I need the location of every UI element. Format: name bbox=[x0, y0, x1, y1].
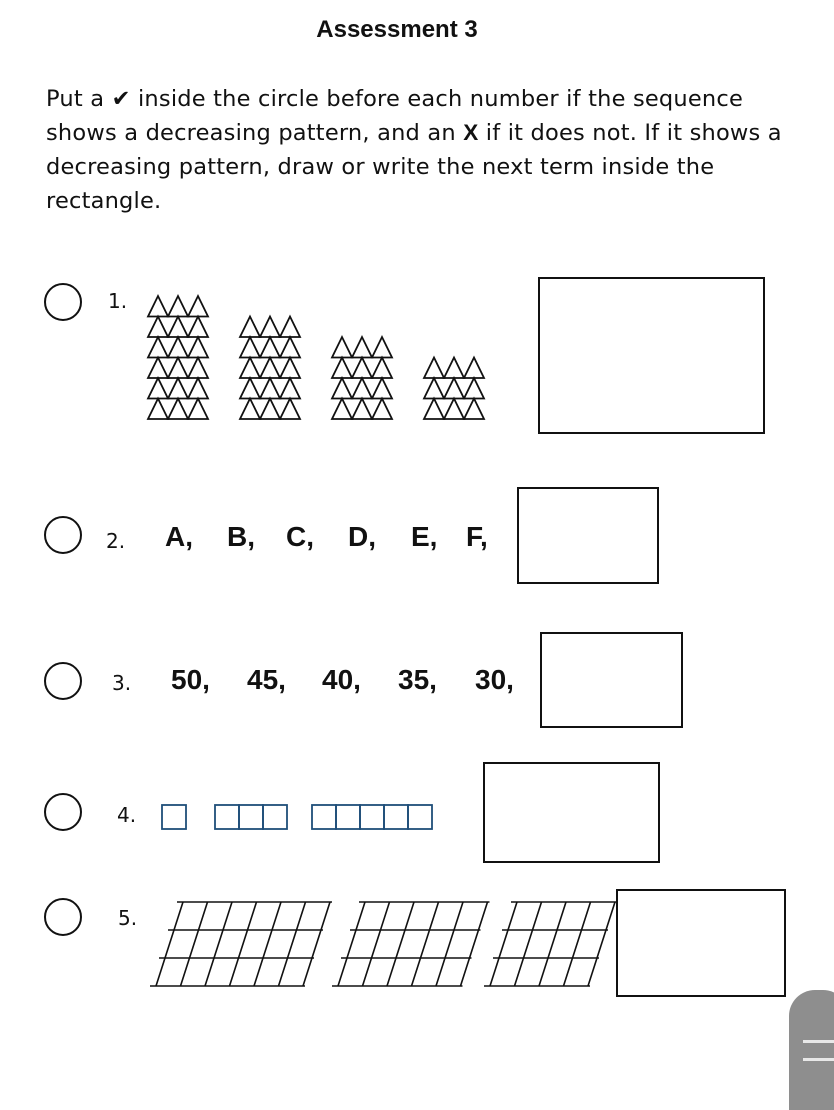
grid-group bbox=[150, 902, 332, 986]
item-number-5: 5. bbox=[118, 906, 138, 930]
answer-circle-3[interactable] bbox=[44, 662, 82, 700]
triangle bbox=[464, 378, 484, 399]
triangle bbox=[148, 296, 168, 317]
triangle bbox=[352, 378, 372, 399]
answer-circle-2[interactable] bbox=[44, 516, 82, 554]
check-icon: ✔ bbox=[111, 86, 131, 112]
scroll-handle-line bbox=[803, 1040, 834, 1043]
item-number-1: 1. bbox=[108, 289, 128, 313]
triangle-group bbox=[148, 296, 208, 419]
grid-line bbox=[205, 902, 232, 986]
triangle bbox=[352, 399, 372, 420]
triangle bbox=[188, 317, 208, 338]
grid-line bbox=[515, 902, 542, 986]
triangle bbox=[372, 399, 392, 420]
triangle bbox=[240, 378, 260, 399]
term: D, bbox=[348, 521, 376, 552]
triangle bbox=[148, 337, 168, 358]
triangle-group bbox=[240, 317, 300, 420]
square bbox=[162, 805, 186, 829]
answer-box-4[interactable] bbox=[483, 762, 660, 863]
triangle bbox=[148, 378, 168, 399]
term: 35, bbox=[398, 664, 437, 695]
answer-circle-5[interactable] bbox=[44, 898, 82, 936]
grid-line bbox=[539, 902, 566, 986]
term: B, bbox=[227, 521, 255, 552]
grid-line bbox=[363, 902, 390, 986]
triangle bbox=[188, 337, 208, 358]
instructions-part3: if it does not. If it shows a decreasing pattern, draw or write the next term inside the rectangle. bbox=[46, 120, 782, 214]
grid-line bbox=[181, 902, 208, 986]
grid-line bbox=[564, 902, 591, 986]
item-number-4: 4. bbox=[117, 803, 137, 827]
triangle bbox=[260, 358, 280, 379]
square bbox=[408, 805, 432, 829]
triangle bbox=[148, 317, 168, 338]
square bbox=[336, 805, 360, 829]
triangle bbox=[240, 337, 260, 358]
triangle bbox=[280, 317, 300, 338]
triangle bbox=[260, 337, 280, 358]
triangle bbox=[372, 358, 392, 379]
term: E, bbox=[411, 521, 438, 552]
instructions-part1: Put a bbox=[46, 86, 105, 112]
triangle bbox=[168, 337, 188, 358]
triangle bbox=[372, 378, 392, 399]
grid-line bbox=[303, 902, 330, 986]
triangle-group bbox=[332, 337, 392, 419]
triangle bbox=[444, 399, 464, 420]
square-pattern bbox=[160, 803, 460, 833]
answer-box-1[interactable] bbox=[538, 277, 765, 434]
square-group bbox=[312, 805, 432, 829]
scroll-handle-line bbox=[803, 1058, 834, 1061]
item-number-3: 3. bbox=[112, 671, 132, 695]
answer-box-5[interactable] bbox=[616, 889, 786, 997]
term: A, bbox=[165, 521, 193, 552]
grid-line bbox=[461, 902, 488, 986]
grid-pattern bbox=[140, 896, 600, 991]
grid-line bbox=[338, 902, 365, 986]
triangle bbox=[444, 358, 464, 379]
triangle bbox=[424, 358, 444, 379]
triangle bbox=[424, 399, 444, 420]
square-group bbox=[215, 805, 287, 829]
triangle bbox=[280, 337, 300, 358]
triangle bbox=[148, 358, 168, 379]
triangle bbox=[188, 378, 208, 399]
term: 30, bbox=[475, 664, 514, 695]
grid-line bbox=[490, 902, 517, 986]
triangle bbox=[332, 337, 352, 358]
term: C, bbox=[286, 521, 314, 552]
triangle bbox=[352, 358, 372, 379]
answer-circle-1[interactable] bbox=[44, 283, 82, 321]
triangle bbox=[168, 358, 188, 379]
item-number-2: 2. bbox=[106, 529, 126, 553]
triangle bbox=[464, 399, 484, 420]
triangle bbox=[260, 399, 280, 420]
grid-line bbox=[279, 902, 306, 986]
grid-line bbox=[412, 902, 439, 986]
term: 40, bbox=[322, 664, 361, 695]
triangle bbox=[148, 399, 168, 420]
triangle bbox=[464, 358, 484, 379]
triangle bbox=[260, 378, 280, 399]
triangle bbox=[240, 399, 260, 420]
triangle bbox=[352, 337, 372, 358]
square bbox=[384, 805, 408, 829]
term: F, bbox=[466, 521, 488, 552]
triangle bbox=[168, 317, 188, 338]
instructions-part2: inside the circle before each number if the sequence shows a decreasing pattern, and an bbox=[46, 86, 743, 146]
triangle bbox=[332, 399, 352, 420]
grid-line bbox=[230, 902, 257, 986]
triangle-group bbox=[424, 358, 484, 420]
answer-box-2[interactable] bbox=[517, 487, 659, 584]
triangle bbox=[188, 358, 208, 379]
x-mark: X bbox=[463, 120, 479, 145]
triangle bbox=[168, 378, 188, 399]
triangle bbox=[168, 296, 188, 317]
square bbox=[360, 805, 384, 829]
square bbox=[263, 805, 287, 829]
grid-line bbox=[156, 902, 183, 986]
grid-line bbox=[254, 902, 281, 986]
grid-group bbox=[332, 902, 490, 986]
triangle bbox=[332, 358, 352, 379]
triangle bbox=[372, 337, 392, 358]
answer-circle-4[interactable] bbox=[44, 793, 82, 831]
square bbox=[312, 805, 336, 829]
triangle bbox=[280, 378, 300, 399]
triangle bbox=[188, 399, 208, 420]
grid-line bbox=[588, 902, 615, 986]
page-title: Assessment 3 bbox=[316, 16, 478, 43]
triangle bbox=[188, 296, 208, 317]
instructions bbox=[46, 82, 786, 218]
answer-box-3[interactable] bbox=[540, 632, 683, 728]
square-group bbox=[162, 805, 186, 829]
square bbox=[239, 805, 263, 829]
triangle bbox=[168, 399, 188, 420]
grid-group bbox=[484, 902, 617, 986]
scroll-handle-icon[interactable] bbox=[789, 990, 834, 1110]
grid-line bbox=[436, 902, 463, 986]
triangle bbox=[424, 378, 444, 399]
triangle bbox=[280, 358, 300, 379]
square bbox=[215, 805, 239, 829]
term: 50, bbox=[171, 664, 210, 695]
triangle bbox=[280, 399, 300, 420]
triangle bbox=[240, 317, 260, 338]
triangle bbox=[260, 317, 280, 338]
triangle bbox=[444, 378, 464, 399]
triangle bbox=[332, 378, 352, 399]
grid-line bbox=[387, 902, 414, 986]
triangle-pattern bbox=[140, 283, 500, 423]
triangle bbox=[240, 358, 260, 379]
term: 45, bbox=[247, 664, 286, 695]
